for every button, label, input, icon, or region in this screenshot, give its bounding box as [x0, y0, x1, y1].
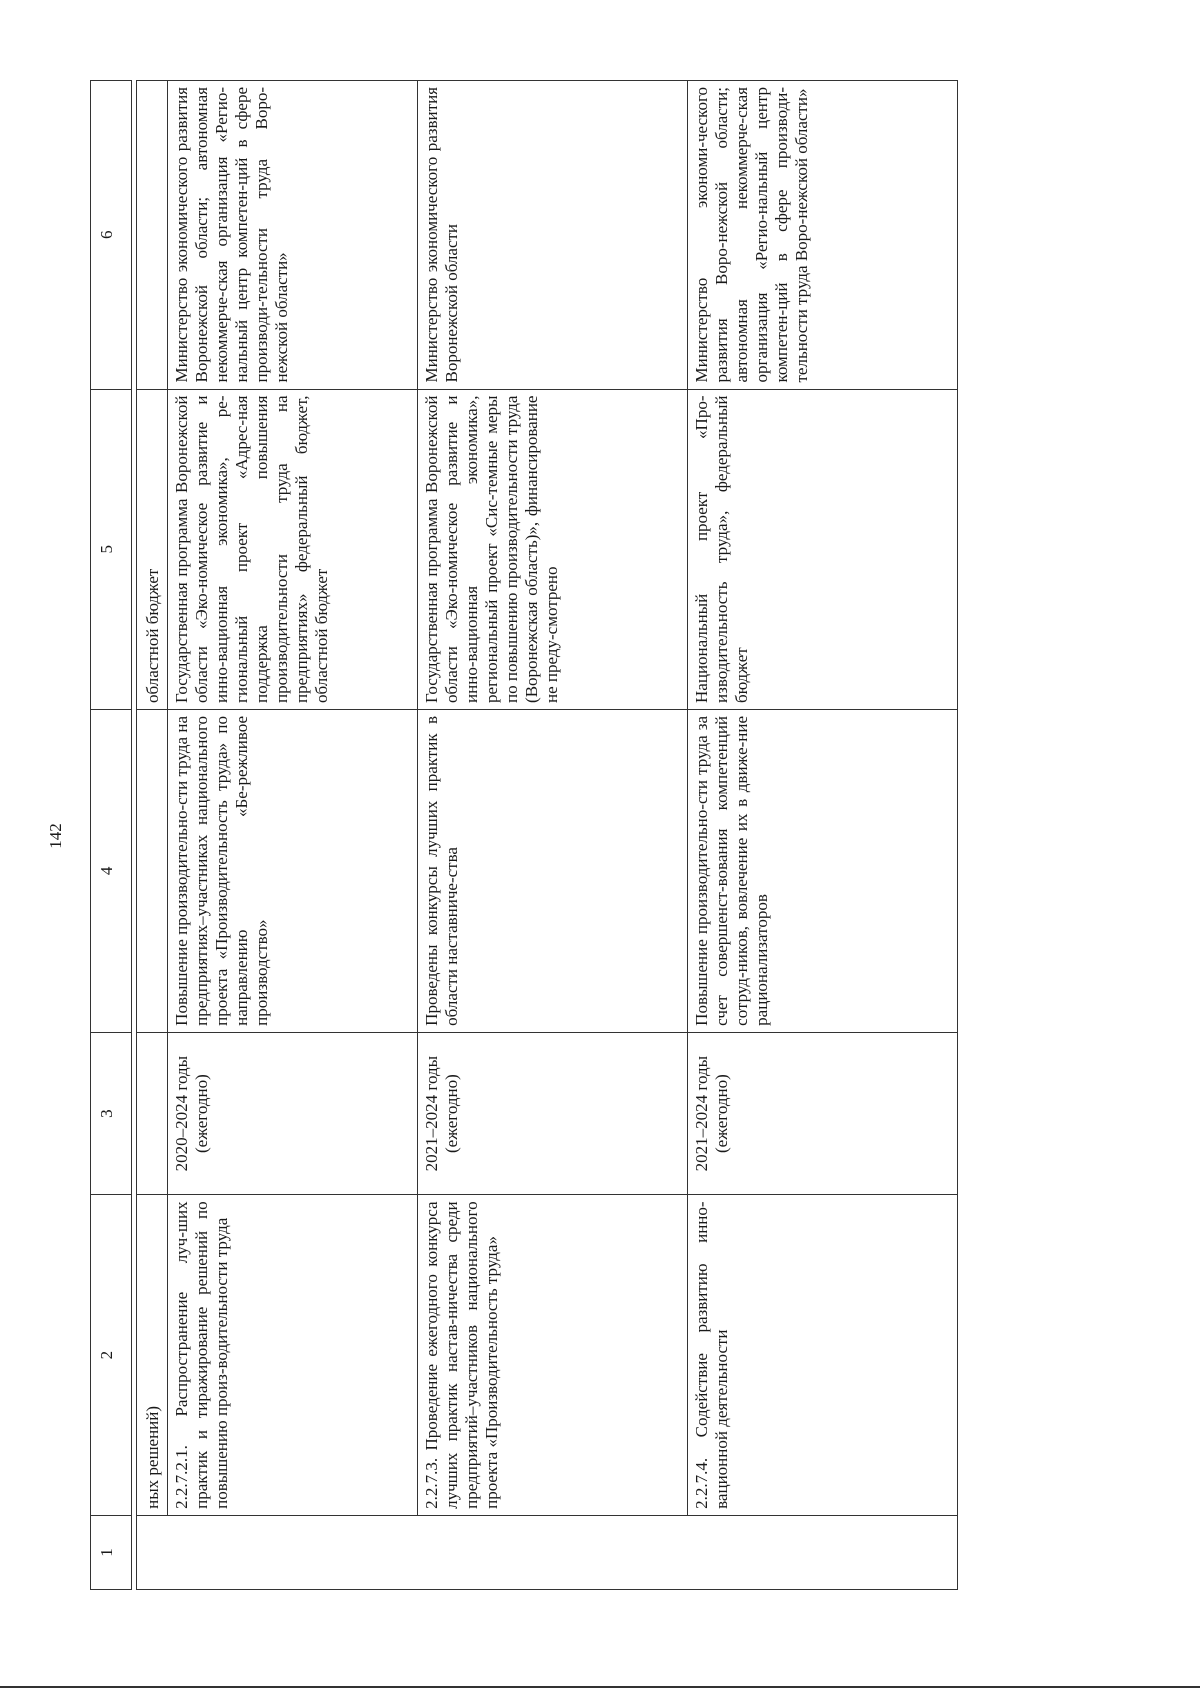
measure-cell: 2.2.7.3. Проведение ежегодного конкурса лучших практик настав-ничества среди предприятий–участников национального проекта «Производительность труда»	[418, 1195, 688, 1515]
executor-cell: Министерство экономического развития Воронежской области; автономная некоммерче-ская организация «Регио-нальный центр компетен-ций в сфере производи-тельности труда Воро-нежской области»	[168, 81, 418, 390]
period-cell: 2020–2024 годы (ежегодно)	[168, 1032, 418, 1195]
period-cell: 2021–2024 годы (ежегодно)	[418, 1032, 688, 1195]
continuation-row	[137, 81, 168, 1590]
continuation-funding: областной бюджет	[137, 389, 168, 709]
continuation-result	[137, 709, 168, 1032]
result-cell: Повышение производительно-сти труда на предприятиях–участниках национального проекта «Производительность труда» по направлению «Бе-режливое производство»	[168, 709, 418, 1032]
page-number: 142	[46, 823, 65, 849]
row-number-cell	[137, 1515, 958, 1589]
column-number-row	[91, 81, 132, 1590]
continuation-executor	[137, 81, 168, 390]
continuation-period	[137, 1032, 168, 1195]
column-number: 5	[91, 389, 132, 709]
funding-cell: Государственная программа Воронежской области «Эко-номическое развитие и инно-вационная экономика», региональный проект «Сис-темные меры по повышению производительности труда (Воронежская область)», финансирование не преду-смотрено	[418, 389, 688, 709]
period-cell: 2021–2024 годы (ежегодно)	[688, 1032, 958, 1195]
funding-cell: Национальный проект «Про-изводительность труда», федеральный бюджет	[688, 389, 958, 709]
funding-cell: Государственная программа Воронежской области «Эко-номическое развитие и инно-вационная экономика», ре-гиональный проект «Адрес-ная поддержка повышения производительности труда на предприятиях» федеральный бюджет, областной бюджет	[168, 389, 418, 709]
measures-table-wrapper	[90, 80, 970, 1590]
measures-table	[90, 80, 958, 1590]
table-row	[168, 81, 418, 1590]
continuation-measure: ных решений)	[137, 1195, 168, 1515]
result-cell: Повышение производительно-сти труда за счет совершенст-вования компетенций сотруд-ников, вовлечение их в движе-ние рационализаторов	[688, 709, 958, 1032]
table-row	[688, 81, 958, 1590]
bottom-rule	[0, 1686, 1200, 1688]
column-number: 1	[91, 1515, 132, 1589]
column-number: 6	[91, 81, 132, 390]
measure-cell: 2.2.7.4. Содействие развитию инно-вационной деятельности	[688, 1195, 958, 1515]
executor-cell: Министерство экономи-ческого развития Воро-нежской области; автономная некоммерче-ская организация «Регио-нальный центр компетен-ций в сфере производи-тельности труда Воро-нежской области»	[688, 81, 958, 390]
column-number: 3	[91, 1032, 132, 1195]
executor-cell: Министерство экономического развития Воронежской области	[418, 81, 688, 390]
column-number: 2	[91, 1195, 132, 1515]
table-row	[418, 81, 688, 1590]
result-cell: Проведены конкурсы лучших практик в области наставниче-ства	[418, 709, 688, 1032]
column-number: 4	[91, 709, 132, 1032]
measure-cell: 2.2.7.2.1. Распространение луч-ших практик и тиражирование решений по повышению произ-водительности труда	[168, 1195, 418, 1515]
